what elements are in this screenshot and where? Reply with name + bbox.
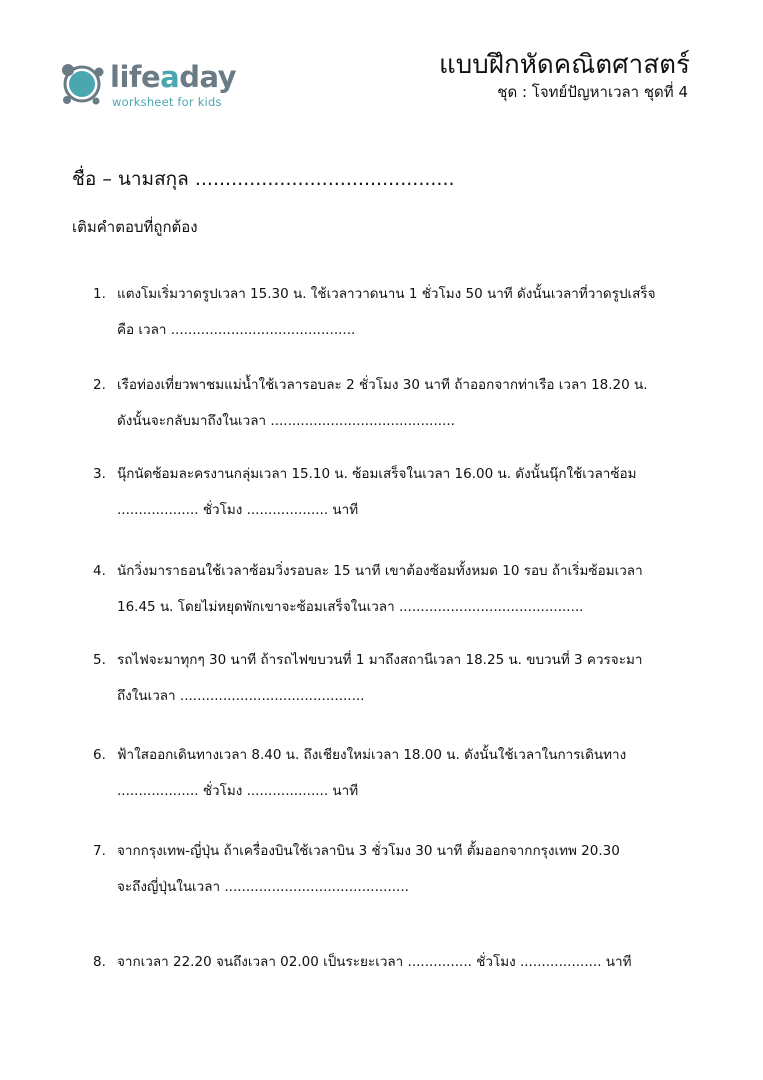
question-number: 7. (93, 843, 106, 859)
question-number: 8. (93, 954, 106, 970)
question-number: 4. (93, 563, 106, 579)
instruction-text: เติมคำตอบที่ถูกต้อง (72, 218, 198, 236)
question-number: 3. (93, 466, 106, 482)
question-text: แตงโมเริ่มวาดรูปเวลา 15.30 น. ใช้เวลาวาดนาน 1 ชั่วโมง 50 นาที ดังนั้นเวลาที่วาดรูปเสร็จ (117, 286, 656, 302)
question-text: นักวิ่งมาราธอนใช้เวลาซ้อมวิ่งรอบละ 15 นาที เขาต้องซ้อมทั้งหมด 10 รอบ ถ้าเริ่มซ้อมเวลา (117, 563, 643, 579)
question-number: 2. (93, 377, 106, 393)
question-text: เรือท่องเที่ยวพาชมแม่น้ำใช้เวลารอบละ 2 ชั่วโมง 30 นาที ถ้าออกจากท่าเรือ เวลา 18.20 น. (117, 377, 648, 393)
answer-line: คือ เวลา ........................................... (117, 322, 356, 338)
question-text: รถไฟจะมาทุกๆ 30 นาที ถ้ารถไฟขบวนที่ 1 มาถึงสถานีเวลา 18.25 น. ขบวนที่ 3 ควรจะมา (117, 652, 643, 668)
answer-line: ดังนั้นจะกลับมาถึงในเวลา ........................................... (117, 413, 455, 429)
question-text: ฟ้าใสออกเดินทางเวลา 8.40 น. ถึงเชียงใหม่เวลา 18.00 น. ดังนั้นใช้เวลาในการเดินทาง (117, 747, 627, 763)
question-text: นุ๊กนัดซ้อมละครงานกลุ่มเวลา 15.10 น. ซ้อมเสร็จในเวลา 16.00 น. ดังนั้นนุ๊กใช้เวลาซ้อม (117, 466, 637, 482)
question-text: จากเวลา 22.20 จนถึงเวลา 02.00 เป็นระยะเวลา ............... ชั่วโมง ................... นาที (117, 954, 632, 970)
question-number: 5. (93, 652, 106, 668)
lifeaday-logo (58, 60, 248, 116)
worksheet-title: แบบฝึกหัดคณิตศาสตร์ (439, 50, 690, 80)
answer-line: ................... ชั่วโมง ................... นาที (117, 502, 359, 518)
worksheet-subtitle: ชุด : โจทย์ปัญหาเวลา ชุดที่ 4 (497, 83, 688, 101)
answer-line: 16.45 น. โดยไม่หยุดพักเขาจะซ้อมเสร็จในเวลา ........................................... (117, 599, 584, 615)
answer-line: จะถึงญี่ปุ่นในเวลา ........................................... (117, 879, 409, 895)
answer-line: ................... ชั่วโมง ................... นาที (117, 783, 359, 799)
question-number: 6. (93, 747, 106, 763)
logo-tagline: worksheet for kids (112, 95, 222, 109)
student-name-line: ชื่อ – นามสกุล ........................................... (72, 168, 455, 190)
question-number: 1. (93, 286, 106, 302)
answer-line: ถึงในเวลา ........................................... (117, 688, 365, 704)
question-text: จากกรุงเทพ-ญี่ปุ่น ถ้าเครื่องบินใช้เวลาบิน 3 ชั่วโมง 30 นาที ตั้มออกจากกรุงเทพ 20.30 (117, 843, 620, 859)
molecule-logo-icon (58, 60, 108, 110)
logo-wordmark: lifeaday (110, 60, 237, 94)
